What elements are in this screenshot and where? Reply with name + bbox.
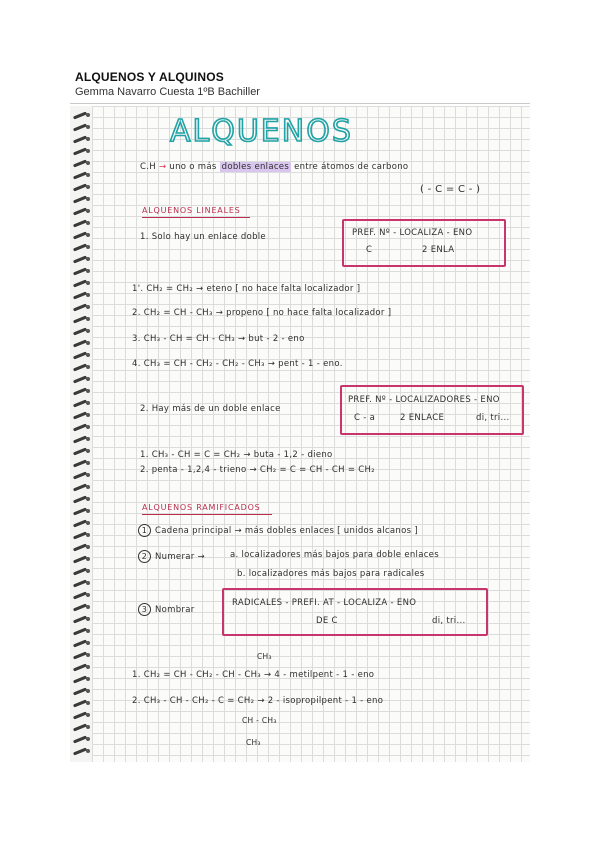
- spiral-hole: [86, 677, 90, 681]
- spiral-hole: [86, 653, 90, 657]
- spiral-hole: [86, 641, 90, 645]
- spiral-coil: [73, 651, 87, 659]
- spiral-coil: [73, 231, 87, 239]
- step-number: 1: [138, 524, 151, 537]
- spiral-hole: [86, 221, 90, 225]
- box2-line1: PREF. Nº - LOCALIZADORES - ENO: [348, 395, 500, 405]
- header-divider: [70, 103, 530, 104]
- spiral-coil: [73, 375, 87, 383]
- document-subtitle: Gemma Navarro Cuesta 1ºB Bachiller: [75, 86, 260, 98]
- spiral-coil: [73, 483, 87, 491]
- spiral-coil: [73, 555, 87, 563]
- spiral-hole: [86, 485, 90, 489]
- spiral-hole: [86, 461, 90, 465]
- spiral-hole: [86, 725, 90, 729]
- spiral-hole: [86, 737, 90, 741]
- spiral-hole: [86, 533, 90, 537]
- spiral-coil: [73, 183, 87, 191]
- spiral-coil: [73, 195, 87, 203]
- spiral-hole: [86, 593, 90, 597]
- spiral-coil: [73, 339, 87, 347]
- spiral-hole: [86, 329, 90, 333]
- spiral-hole: [86, 341, 90, 345]
- spiral-hole: [86, 509, 90, 513]
- step-2: [138, 550, 205, 563]
- spiral-hole: [86, 449, 90, 453]
- example-line: 2. penta - 1,2,4 - trieno → CH₂ = C = CH - CH = CH₂: [140, 465, 375, 475]
- step-2-a: a. localizadores más bajos para doble enlaces: [230, 550, 439, 560]
- spiral-coil: [73, 135, 87, 143]
- spiral-coil: [73, 711, 87, 719]
- spiral-coil: [73, 615, 87, 623]
- spiral-hole: [86, 293, 90, 297]
- intro-before: uno o más: [169, 162, 217, 172]
- spiral-coil: [73, 567, 87, 575]
- spiral-hole: [86, 161, 90, 165]
- spiral-hole: [86, 149, 90, 153]
- spiral-hole: [86, 125, 90, 129]
- branch-label: CH₃: [257, 652, 272, 661]
- section-underline: [142, 217, 250, 218]
- spiral-hole: [86, 233, 90, 237]
- spiral-coil: [73, 399, 87, 407]
- spiral-coil: [73, 243, 87, 251]
- box1-line2a: C: [366, 245, 373, 255]
- spiral-coil: [73, 255, 87, 263]
- spiral-coil: [73, 363, 87, 371]
- arrow-icon: →: [158, 162, 167, 172]
- intro-after: entre átomos de carbono: [294, 162, 409, 172]
- spiral-hole: [86, 245, 90, 249]
- spiral-coil: [73, 663, 87, 671]
- spiral-coil: [73, 291, 87, 299]
- spiral-coil: [73, 507, 87, 515]
- formula-box-2: [340, 385, 524, 435]
- spiral-hole: [86, 305, 90, 309]
- notebook-page: [70, 106, 530, 762]
- example-line: 1. CH₂ = CH - CH₂ - CH - CH₃ → 4 - metilpent - 1 - eno: [132, 670, 375, 680]
- step-number: 2: [138, 550, 151, 563]
- step-2-label: Numerar →: [155, 552, 205, 562]
- example-line: 3. CH₃ - CH = CH - CH₃ → but - 2 - eno: [132, 334, 305, 344]
- spiral-hole: [86, 437, 90, 441]
- spiral-coil: [73, 723, 87, 731]
- spiral-hole: [86, 497, 90, 501]
- spiral-hole: [86, 353, 90, 357]
- spiral-coil: [73, 387, 87, 395]
- intro-line: [140, 162, 408, 172]
- notes-heading: ALQUENOS: [170, 114, 353, 149]
- spiral-hole: [86, 257, 90, 261]
- intro-prefix: C.H: [140, 162, 156, 172]
- spiral-coil: [73, 123, 87, 131]
- step-3: [138, 603, 195, 616]
- spiral-hole: [86, 629, 90, 633]
- spiral-hole: [86, 317, 90, 321]
- box1-line1: PREF. Nº - LOCALIZA - ENO: [352, 228, 473, 238]
- spiral-coil: [73, 531, 87, 539]
- spiral-coil: [73, 435, 87, 443]
- spiral-coil: [73, 207, 87, 215]
- spiral-hole: [86, 173, 90, 177]
- spiral-hole: [86, 401, 90, 405]
- spiral-coil: [73, 327, 87, 335]
- spiral-coil: [73, 579, 87, 587]
- step-2-b: b. localizadores más bajos para radicales: [237, 569, 425, 579]
- box3-line1: RADICALES - PREFI. AT - LOCALIZA - ENO: [232, 598, 417, 608]
- spiral-coil: [73, 639, 87, 647]
- spiral-hole: [86, 521, 90, 525]
- spiral-coil: [73, 411, 87, 419]
- spiral-hole: [86, 389, 90, 393]
- spiral-hole: [86, 605, 90, 609]
- document-header: [75, 70, 260, 98]
- section-title-lineales: ALQUENOS LINEALES: [142, 206, 241, 215]
- spiral-hole: [86, 365, 90, 369]
- example-line: 1. CH₃ - CH = C = CH₂ → buta - 1,2 - dieno: [140, 450, 333, 460]
- box3-line2a: DE C: [316, 616, 338, 626]
- spiral-coil: [73, 351, 87, 359]
- spiral-hole: [86, 185, 90, 189]
- document-title: ALQUENOS Y ALQUINOS: [75, 70, 224, 84]
- step-1: [138, 524, 418, 537]
- spiral-hole: [86, 113, 90, 117]
- spiral-coil: [73, 471, 87, 479]
- spiral-hole: [86, 281, 90, 285]
- spiral-coil: [73, 675, 87, 683]
- section-underline: [142, 514, 272, 515]
- spiral-coil: [73, 447, 87, 455]
- formula-box-1: [342, 219, 506, 267]
- step-3-label: Nombrar: [155, 605, 195, 615]
- spiral-binding: [70, 106, 92, 762]
- spiral-hole: [86, 545, 90, 549]
- spiral-coil: [73, 519, 87, 527]
- spiral-hole: [86, 665, 90, 669]
- spiral-coil: [73, 687, 87, 695]
- spiral-hole: [86, 581, 90, 585]
- rule-1: 1. Solo hay un enlace doble: [140, 232, 266, 242]
- spiral-hole: [86, 197, 90, 201]
- spiral-hole: [86, 713, 90, 717]
- spiral-hole: [86, 377, 90, 381]
- spiral-coil: [73, 543, 87, 551]
- bond-formula: ( - C = C - ): [420, 184, 481, 195]
- spiral-hole: [86, 749, 90, 753]
- example-line: 2. CH₂ = CH - CH₃ → propeno [ no hace falta localizador ]: [132, 308, 392, 318]
- spiral-coil: [73, 219, 87, 227]
- spiral-hole: [86, 137, 90, 141]
- spiral-coil: [73, 627, 87, 635]
- spiral-coil: [73, 111, 87, 119]
- formula-box-3: [222, 588, 488, 636]
- spiral-coil: [73, 459, 87, 467]
- spiral-hole: [86, 617, 90, 621]
- spiral-coil: [73, 735, 87, 743]
- spiral-hole: [86, 689, 90, 693]
- spiral-hole: [86, 425, 90, 429]
- spiral-coil: [73, 315, 87, 323]
- spiral-coil: [73, 267, 87, 275]
- spiral-coil: [73, 147, 87, 155]
- spiral-coil: [73, 495, 87, 503]
- spiral-hole: [86, 701, 90, 705]
- spiral-hole: [86, 557, 90, 561]
- spiral-hole: [86, 413, 90, 417]
- box2-line2c: di, tri...: [476, 413, 510, 423]
- box1-line2b: 2 ENLA: [422, 245, 455, 255]
- example-line: 4. CH₃ = CH - CH₂ - CH₂ - CH₃ → pent - 1 - eno.: [132, 359, 343, 369]
- rule-2: 2. Hay más de un doble enlace: [140, 404, 281, 414]
- spiral-coil: [73, 171, 87, 179]
- section-title-ramificados: ALQUENOS RAMIFICADOS: [142, 503, 261, 512]
- example-line: 2. CH₃ - CH - CH₂ - C = CH₂ → 2 - isopropilpent - 1 - eno: [132, 696, 384, 706]
- spiral-coil: [73, 747, 87, 755]
- spiral-hole: [86, 569, 90, 573]
- branch-label: CH₃: [246, 738, 261, 747]
- intro-highlight: dobles enlaces: [221, 162, 290, 172]
- spiral-coil: [73, 159, 87, 167]
- example-line: 1'. CH₂ = CH₂ → eteno [ no hace falta localizador ]: [132, 284, 361, 294]
- spiral-coil: [73, 591, 87, 599]
- box2-line2a: C - a: [354, 413, 376, 423]
- spiral-coil: [73, 279, 87, 287]
- spiral-coil: [73, 423, 87, 431]
- spiral-hole: [86, 269, 90, 273]
- box3-line2b: di, tri...: [432, 616, 466, 626]
- spiral-coil: [73, 699, 87, 707]
- spiral-coil: [73, 303, 87, 311]
- branch-label: CH - CH₃: [242, 716, 277, 725]
- step-1-text: Cadena principal → más dobles enlaces [ unidos alcanos ]: [155, 526, 418, 536]
- step-number: 3: [138, 603, 151, 616]
- spiral-hole: [86, 209, 90, 213]
- box2-line2b: 2 ENLACE: [400, 413, 445, 423]
- spiral-coil: [73, 603, 87, 611]
- spiral-hole: [86, 473, 90, 477]
